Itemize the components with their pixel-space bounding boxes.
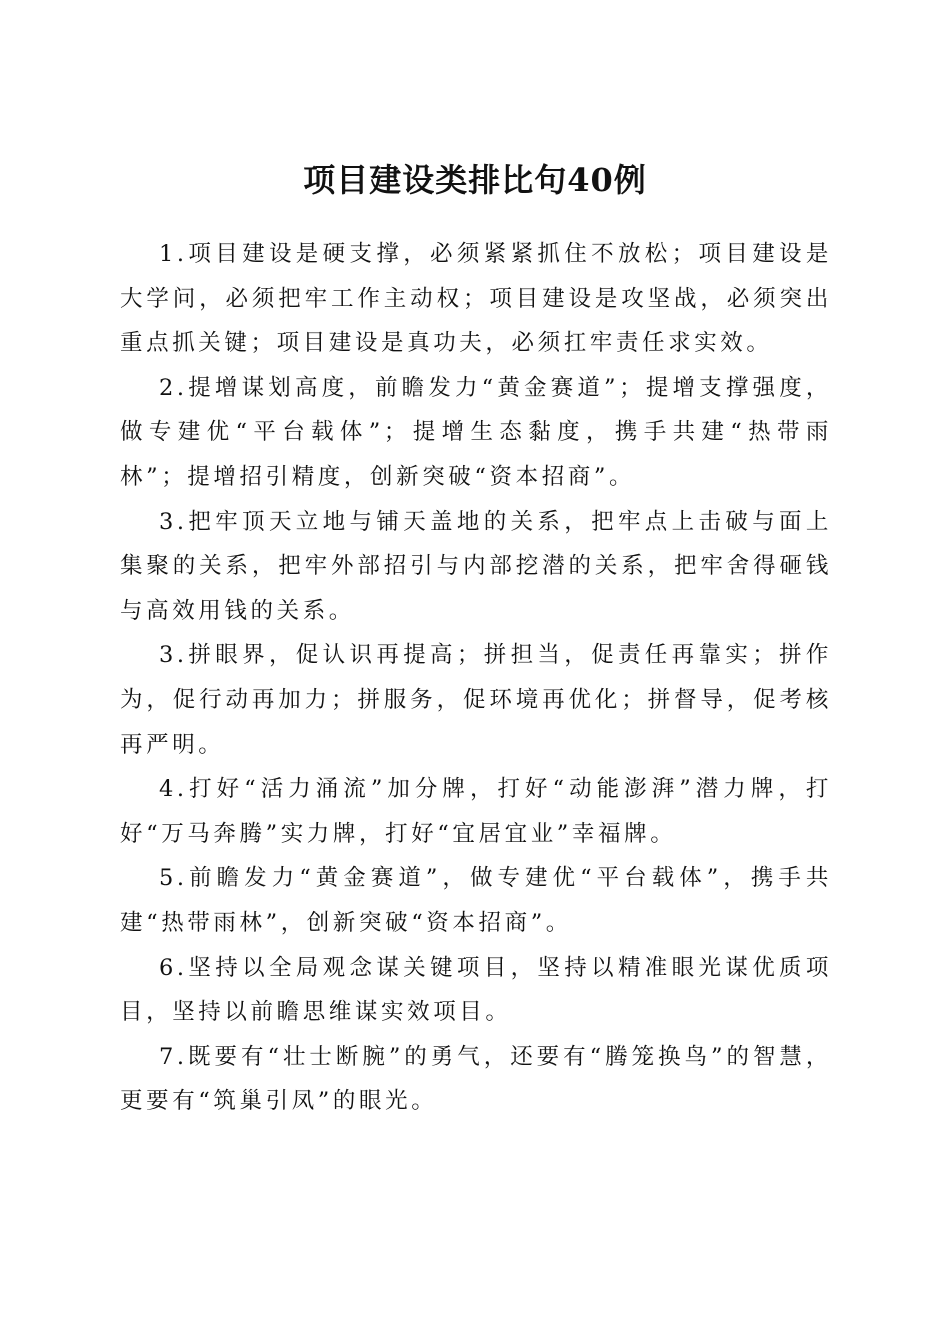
- document-body: [120, 232, 832, 1124]
- paragraph-2: 2.提增谋划高度，前瞻发力“黄金赛道”；提增支撑强度，做专建优“平台载体”；提增生态黏度，携手共建“热带雨林”；提增招引精度，创新突破“资本招商”。: [120, 374, 832, 490]
- paragraph-3: 3.把牢顶天立地与铺天盖地的关系，把牢点上击破与面上集聚的关系，把牢外部招引与内部挖潜的关系，把牢舍得砸钱与高效用钱的关系。: [120, 508, 832, 624]
- paragraph-5: 4.打好“活力涌流”加分牌，打好“动能澎湃”潜力牌，打好“万马奔腾”实力牌，打好“宜居宜业”幸福牌。: [120, 776, 832, 847]
- paragraph-4: 3.拼眼界，促认识再提高；拼担当，促责任再靠实；拼作为，促行动再加力；拼服务，促环境再优化；拼督导，促考核再严明。: [120, 642, 832, 758]
- paragraph-7: 6.坚持以全局观念谋关键项目，坚持以精准眼光谋优质项目，坚持以前瞻思维谋实效项目。: [120, 954, 832, 1026]
- document-title: 项目建设类排比句40例: [303, 161, 647, 200]
- paragraph-1: 1.项目建设是硬支撑，必须紧紧抓住不放松；项目建设是大学问，必须把牢工作主动权；项目建设是攻坚战，必须突出重点抓关键；项目建设是真功夫，必须扛牢责任求实效。: [120, 241, 832, 357]
- paragraph-6: 5.前瞻发力“黄金赛道”，做专建优“平台载体”，携手共建“热带雨林”，创新突破“资本招商”。: [120, 865, 832, 936]
- paragraph-8: 7.既要有“壮士断腕”的勇气，还要有“腾笼换鸟”的智慧，更要有“筑巢引凤”的眼光。: [120, 1043, 832, 1115]
